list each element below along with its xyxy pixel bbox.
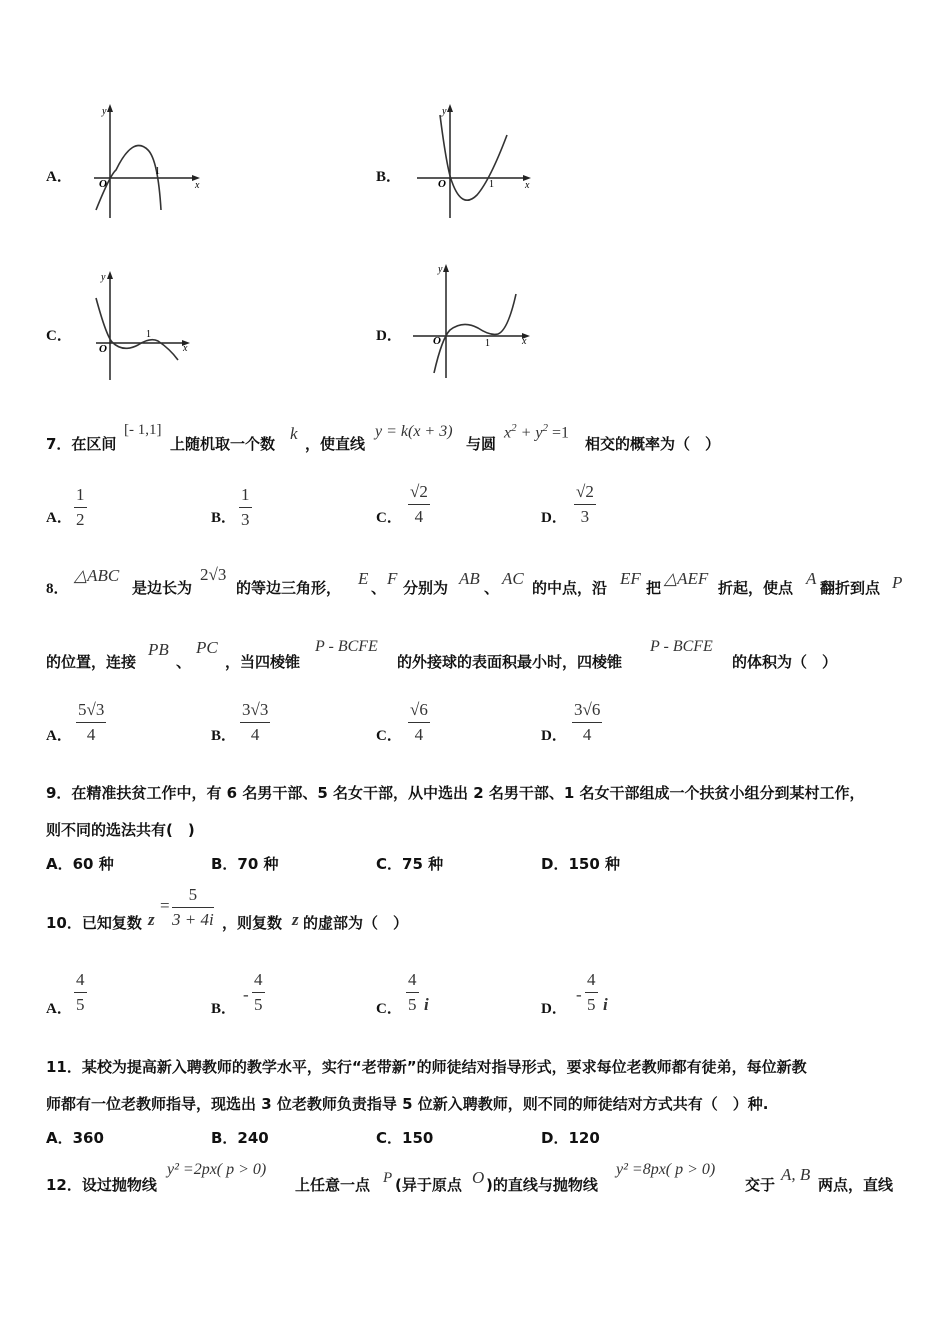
q7-option-d-value[interactable]: $\frac{√2}{3}$ <box>576 482 594 526</box>
q11-option-a[interactable]: A．360 <box>46 1129 104 1147</box>
q12-text-4: )的直线与抛物线 <box>486 1176 598 1194</box>
q10-option-b-label[interactable]: B． <box>211 1001 237 1017</box>
q10-z2: z <box>292 910 299 929</box>
q12-text-2: 上任意一点 <box>295 1176 371 1194</box>
graph-b-origin: O <box>438 178 446 190</box>
graph-d-origin: O <box>433 335 441 347</box>
q10-text-3: 的虚部为（ ） <box>303 914 409 932</box>
q12-parabola-2: y² =8px( p > 0) <box>616 1161 716 1178</box>
q8-text-6: 折起，使点 <box>718 579 794 597</box>
q12-p: P <box>383 1170 393 1186</box>
graph-option-a-label: A． <box>46 169 72 185</box>
q7-option-a-value[interactable]: $\frac{1}{2}$ <box>76 485 85 529</box>
q10-option-c-suffix: i <box>424 995 429 1014</box>
q8-text-5: 把 <box>646 579 662 597</box>
q10-z: z <box>148 910 155 929</box>
q7-text-2: 上随机取一个数 <box>170 435 276 453</box>
q8-f: F <box>387 569 398 588</box>
q8-sep-2: 、 <box>484 579 500 597</box>
q8-ef: EF <box>620 569 641 588</box>
q7-circle-eq: $x^2 + y^2 =1$ <box>504 422 570 442</box>
q8-sep-1: 、 <box>371 579 387 597</box>
q8-text-4: 的中点，沿 <box>532 579 608 597</box>
q10-option-c-label[interactable]: C． <box>376 1001 402 1017</box>
q12-text-3: (异于原点 <box>395 1176 462 1194</box>
q8-e: E <box>358 569 369 588</box>
q8-sep-3: 、 <box>176 653 192 671</box>
q8-line2-text-1: 的位置，连接 <box>46 653 137 671</box>
q7-text-4: 与圆 <box>466 435 497 453</box>
q12-text-5: 交于 <box>745 1176 776 1194</box>
q7-text-1: 7．在区间 <box>46 435 117 453</box>
q8-line2-text-2: ，当四棱锥 <box>225 653 301 671</box>
q7-option-c-label[interactable]: C． <box>376 510 402 526</box>
graph-d-y: y <box>438 264 443 275</box>
graph-d-x: x <box>522 336 527 347</box>
q8-text-1: 是边长为 <box>132 579 193 597</box>
q10-option-a-label[interactable]: A． <box>46 1001 72 1017</box>
q12-o: O <box>472 1168 485 1187</box>
q7-interval: [- 1,1] <box>124 422 162 438</box>
q8-ab: AB <box>459 569 480 588</box>
q10-option-a-value[interactable]: $\frac{4}{5}$ <box>76 970 85 1014</box>
q12-ab: A, B <box>781 1165 811 1184</box>
q9-line-1: 9．在精准扶贫工作中，有 6 名男干部、5 名女干部，从中选出 2 名男干部、1 名女干部组成一个扶贫小组分到某村工作， <box>46 784 865 802</box>
q7-text-5: 相交的概率为（ ） <box>585 435 721 453</box>
q8-option-d-value[interactable]: $\frac{3√6}{4}$ <box>574 700 601 744</box>
q8-text-7: 翻折到点 <box>820 579 881 597</box>
graph-option-b-label: B． <box>376 169 402 185</box>
q11-line-2: 师都有一位老教师指导，现选出 3 位老教师负责指导 5 位新入聘教师，则不同的师徒结对方式共有（ ）种. <box>46 1095 769 1113</box>
graph-a <box>88 100 208 225</box>
q8-option-b-value[interactable]: $\frac{3√3}{4}$ <box>242 700 269 744</box>
graph-b-one: 1 <box>489 179 494 190</box>
q8-text-3: 分别为 <box>403 579 449 597</box>
q8-p: P <box>892 573 903 592</box>
q10-equals: = <box>160 896 170 915</box>
q10-text-1: 10．已知复数 <box>46 914 142 932</box>
q7-line-eq: y = k(x + 3) <box>375 423 453 440</box>
q8-option-c-label[interactable]: C． <box>376 728 402 744</box>
graph-c-y: y <box>101 272 106 283</box>
graph-b-y: y <box>442 106 447 117</box>
q9-option-d[interactable]: D．150 种 <box>541 855 620 873</box>
q9-line-2: 则不同的选法共有( ) <box>46 821 195 839</box>
graph-d-one: 1 <box>485 338 490 349</box>
q10-fraction: $\frac{5}{3 + 4i}$ <box>172 885 214 929</box>
graph-a-y: y <box>102 106 107 117</box>
q8-side: 2√3 <box>200 565 227 584</box>
graph-c-one: 1 <box>146 329 151 340</box>
q7-option-d-label[interactable]: D． <box>541 510 567 526</box>
q8-pyramid-1: P - BCFE <box>315 638 378 655</box>
q7-k: k <box>290 424 298 443</box>
q9-option-b[interactable]: B．70 种 <box>211 855 279 873</box>
q8-text-2: 的等边三角形， <box>236 579 342 597</box>
graph-c-origin: O <box>99 343 107 355</box>
q11-option-d[interactable]: D．120 <box>541 1129 600 1147</box>
q7-option-b-value[interactable]: $\frac{1}{3}$ <box>241 485 250 529</box>
graph-a-x: x <box>195 180 200 191</box>
graph-c <box>88 265 198 385</box>
q9-option-a[interactable]: A．60 种 <box>46 855 114 873</box>
graph-b <box>412 100 537 225</box>
q8-option-b-label[interactable]: B． <box>211 728 237 744</box>
q8-pb: PB <box>148 640 169 659</box>
q7-text-3: ，使直线 <box>305 435 366 453</box>
graph-d <box>408 258 538 383</box>
q8-a: A <box>806 569 817 588</box>
q8-option-d-label[interactable]: D． <box>541 728 567 744</box>
q12-text-1: 12．设过抛物线 <box>46 1176 157 1194</box>
graph-option-d-label: D． <box>376 328 402 344</box>
q10-option-c-value[interactable]: $\frac{4}{5}$ <box>408 970 417 1014</box>
q10-option-d-value[interactable]: $\frac{4}{5}$ <box>587 970 596 1014</box>
q10-option-d-suffix: i <box>603 995 608 1014</box>
graph-c-x: x <box>183 343 188 354</box>
q12-text-6: 两点，直线 <box>818 1176 894 1194</box>
q8-pc: PC <box>196 638 218 657</box>
q8-option-a-value[interactable]: $\frac{5√3}{4}$ <box>78 700 105 744</box>
q8-aef: △AEF <box>664 569 709 588</box>
q11-line-1: 11．某校为提高新入聘教师的教学水平，实行“老带新”的师徒结对指导形式，要求每位老教师都有徒弟，每位新教 <box>46 1058 807 1076</box>
q10-option-b-value[interactable]: $\frac{4}{5}$ <box>254 970 263 1014</box>
q7-option-b-label[interactable]: B． <box>211 510 237 526</box>
q8-option-c-value[interactable]: $\frac{√6}{4}$ <box>410 700 428 744</box>
q11-option-c[interactable]: C．150 <box>376 1129 434 1147</box>
q9-option-c[interactable]: C．75 种 <box>376 855 444 873</box>
q11-option-b[interactable]: B．240 <box>211 1129 269 1147</box>
q8-option-a-label[interactable]: A． <box>46 728 72 744</box>
q10-option-b-sign: - <box>243 985 249 1004</box>
graph-a-origin: O <box>99 178 107 190</box>
q8-pyramid-2: P - BCFE <box>650 638 713 655</box>
q10-text-2: ，则复数 <box>222 914 283 932</box>
graph-a-one: 1 <box>155 166 160 177</box>
q10-option-d-label[interactable]: D． <box>541 1001 567 1017</box>
q7-option-a-label[interactable]: A． <box>46 510 72 526</box>
q7-option-c-value[interactable]: $\frac{√2}{4}$ <box>410 482 428 526</box>
graph-option-c-label: C． <box>46 328 72 344</box>
q8-triangle: △ABC <box>74 566 120 585</box>
q8-line2-text-4: 的体积为（ ） <box>732 653 838 671</box>
q12-parabola-1: y² =2px( p > 0) <box>167 1161 267 1178</box>
q10-option-d-sign: - <box>576 985 582 1004</box>
graph-b-x: x <box>525 180 530 191</box>
q8-number: 8． <box>46 581 69 597</box>
q8-ac: AC <box>502 569 524 588</box>
q8-line2-text-3: 的外接球的表面积最小时，四棱锥 <box>397 653 623 671</box>
